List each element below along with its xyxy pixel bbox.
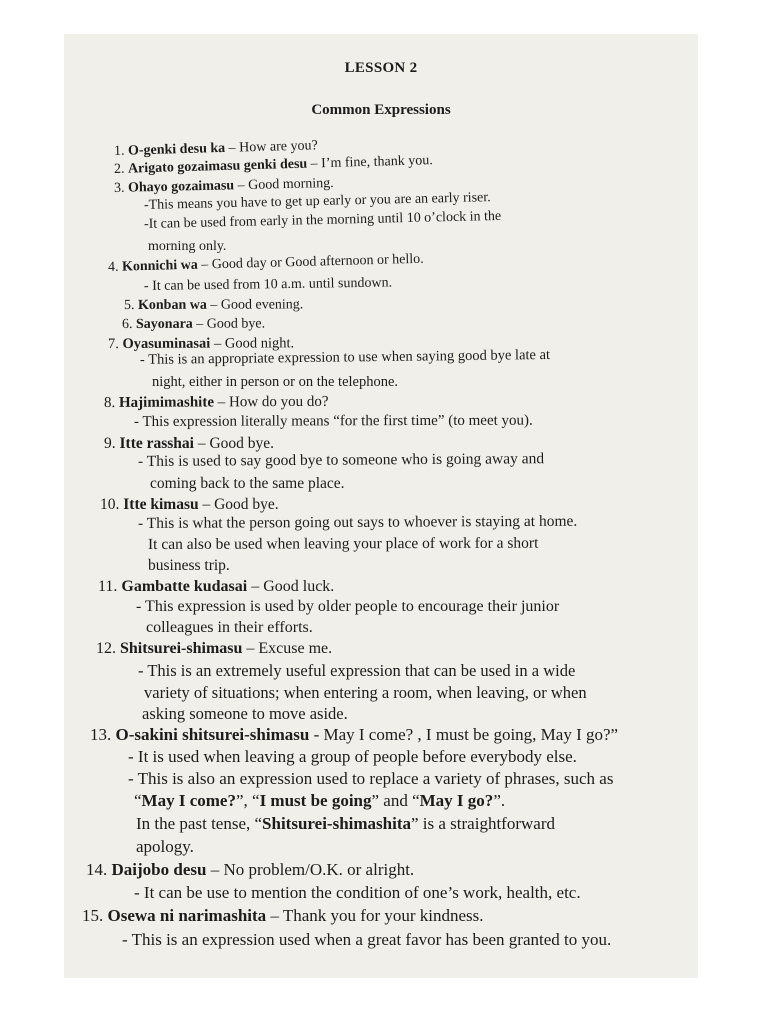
- text-line: [136, 837, 194, 857]
- text-run: – Excuse me.: [242, 640, 333, 657]
- text-run: coming back to the same place.: [150, 475, 345, 492]
- text-run: – Good morning.: [233, 176, 334, 194]
- text-line: [128, 747, 577, 767]
- expression-term: O-sakini shitsurei-shimasu: [115, 725, 310, 744]
- text-run: - This expression is used by older people to encourage their junior: [136, 598, 560, 615]
- text-run: – Good luck.: [247, 578, 335, 595]
- text-run: - This is also an expression used to replace a variety of phrases, such as: [128, 769, 614, 788]
- text-run: It can also be used when leaving your place of work for a short: [147, 534, 539, 553]
- text-run: – Good day or Good afternoon or hello.: [197, 251, 424, 273]
- text-run: colleagues in their efforts.: [146, 619, 313, 636]
- text-run: business trip.: [148, 557, 230, 574]
- text-run: 14.: [86, 860, 112, 879]
- text-run: 7.: [107, 335, 123, 352]
- text-run: - This expression literally means “for the first time” (to meet you).: [133, 412, 533, 430]
- expression-term: Konnichi wa: [121, 257, 199, 275]
- text-run: 11.: [98, 578, 122, 595]
- text-run: 1.: [113, 143, 129, 159]
- text-run: – Good evening.: [206, 297, 304, 313]
- text-line: [136, 598, 559, 616]
- text-run: 5.: [123, 297, 139, 313]
- text-run: - This is an expression used when a great favor has been granted to you.: [122, 930, 612, 949]
- text-run: – Thank you for your kindness.: [266, 906, 484, 925]
- expression-term: I must be going: [259, 791, 372, 810]
- text-run: – Good bye.: [193, 435, 275, 452]
- text-run: – How do you do?: [213, 393, 329, 411]
- text-line: [86, 860, 414, 880]
- text-line: [140, 347, 550, 369]
- text-line: [90, 725, 618, 745]
- text-run: - It can be use to mention the condition of one’s work, health, etc.: [134, 883, 581, 902]
- text-line: [152, 374, 398, 391]
- text-run: ” is a straightforward: [411, 814, 555, 833]
- text-run: 8.: [103, 394, 120, 411]
- expression-term: May I come?: [141, 791, 236, 810]
- text-line: [136, 814, 555, 834]
- text-run: ”, “: [235, 791, 260, 810]
- text-line: [138, 661, 575, 681]
- text-run: - It is used when leaving a group of people before everybody else.: [128, 747, 577, 766]
- text-run: -This means you have to get up early or you are an early riser.: [143, 190, 491, 213]
- text-line: [144, 276, 392, 295]
- text-line: [144, 683, 587, 703]
- text-run: – I’m fine, thank you.: [306, 153, 433, 172]
- expression-term: Daijobo desu: [111, 860, 207, 879]
- text-line: [82, 906, 484, 926]
- text-line: [148, 535, 538, 554]
- text-run: night, either in person or on the telephone.: [152, 374, 399, 390]
- text-run: 13.: [90, 725, 116, 744]
- text-line: [134, 883, 581, 903]
- expression-term: Konban wa: [137, 297, 207, 313]
- expression-term: Itte rasshai: [119, 435, 194, 452]
- text-line: [96, 640, 332, 658]
- text-run: 9.: [104, 435, 120, 452]
- text-run: “: [134, 791, 142, 810]
- text-run: 15.: [82, 906, 108, 925]
- expression-term: O-genki desu ka: [127, 140, 226, 159]
- text-run: 3.: [113, 180, 129, 196]
- text-run: – How are you?: [224, 138, 318, 156]
- expression-term: Hajimimashite: [118, 394, 215, 411]
- text-run: - This is what the person going out says to whoever is staying at home.: [137, 512, 578, 532]
- text-line: [122, 930, 611, 950]
- text-line: [98, 578, 334, 596]
- expression-term: Sayonara: [135, 316, 193, 332]
- text-line: [142, 704, 348, 724]
- text-run: - This is an extremely useful expression that can be used in a wide: [138, 661, 576, 680]
- text-run: – No problem/O.K. or alright.: [206, 860, 415, 879]
- text-run: asking someone to move aside.: [142, 704, 348, 723]
- expression-term: Osewa ni narimashita: [107, 906, 267, 925]
- text-run: - This is an appropriate expression to use when saying good bye late at: [139, 346, 551, 368]
- text-run: ” and “: [371, 791, 420, 810]
- text-run: -It can be used from early in the morning until 10 o’clock in the: [143, 208, 502, 232]
- text-run: 6.: [121, 316, 137, 332]
- text-line: [134, 413, 533, 431]
- text-line: [104, 394, 329, 412]
- text-run: - It can be used from 10 a.m. until sundown.: [143, 275, 393, 294]
- text-run: ”.: [493, 791, 506, 810]
- expression-term: Itte kimasu: [123, 496, 199, 513]
- expression-term: Oyasuminasai: [122, 335, 211, 352]
- text-line: [146, 619, 313, 637]
- expression-term: Shitsurei-shimashita: [262, 814, 411, 833]
- text-run: 10.: [100, 496, 124, 513]
- text-line: [148, 557, 230, 575]
- text-run: – Good night.: [210, 335, 295, 352]
- text-run: – Good bye.: [192, 316, 266, 332]
- text-line: [100, 496, 279, 514]
- page-title: LESSON 2: [344, 60, 418, 76]
- text-line: [122, 317, 265, 333]
- text-run: - This is used to say good bye to someone who is going away and: [137, 450, 545, 470]
- text-run: 4.: [107, 259, 123, 275]
- text-line: [138, 450, 544, 471]
- text-line: [124, 297, 303, 314]
- text-run: variety of situations; when entering a room, when leaving, or when: [144, 683, 587, 702]
- text-line: [138, 513, 577, 533]
- expression-term: Arigato gozaimasu genki desu: [127, 156, 308, 177]
- text-run: 12.: [96, 640, 120, 657]
- page-subtitle: Common Expressions: [311, 102, 451, 118]
- document-page: [64, 34, 698, 978]
- text-run: morning only.: [148, 239, 227, 254]
- text-line: [104, 435, 274, 453]
- text-run: – Good bye.: [198, 496, 279, 513]
- expression-term: Gambatte kudasai: [121, 578, 248, 595]
- text-line: [134, 791, 505, 811]
- expression-term: Shitsurei-shimasu: [120, 640, 243, 657]
- expression-term: Ohayo gozaimasu: [127, 178, 235, 196]
- text-run: - May I come? , I must be going, May I go?”: [309, 725, 619, 744]
- text-line: [108, 252, 424, 276]
- text-run: apology.: [136, 837, 194, 856]
- text-line: [148, 239, 226, 255]
- text-run: In the past tense, “: [136, 814, 263, 833]
- expression-term: May I go?: [419, 791, 494, 810]
- text-line: [150, 475, 345, 493]
- text-line: [128, 769, 613, 789]
- text-run: 2.: [113, 161, 129, 177]
